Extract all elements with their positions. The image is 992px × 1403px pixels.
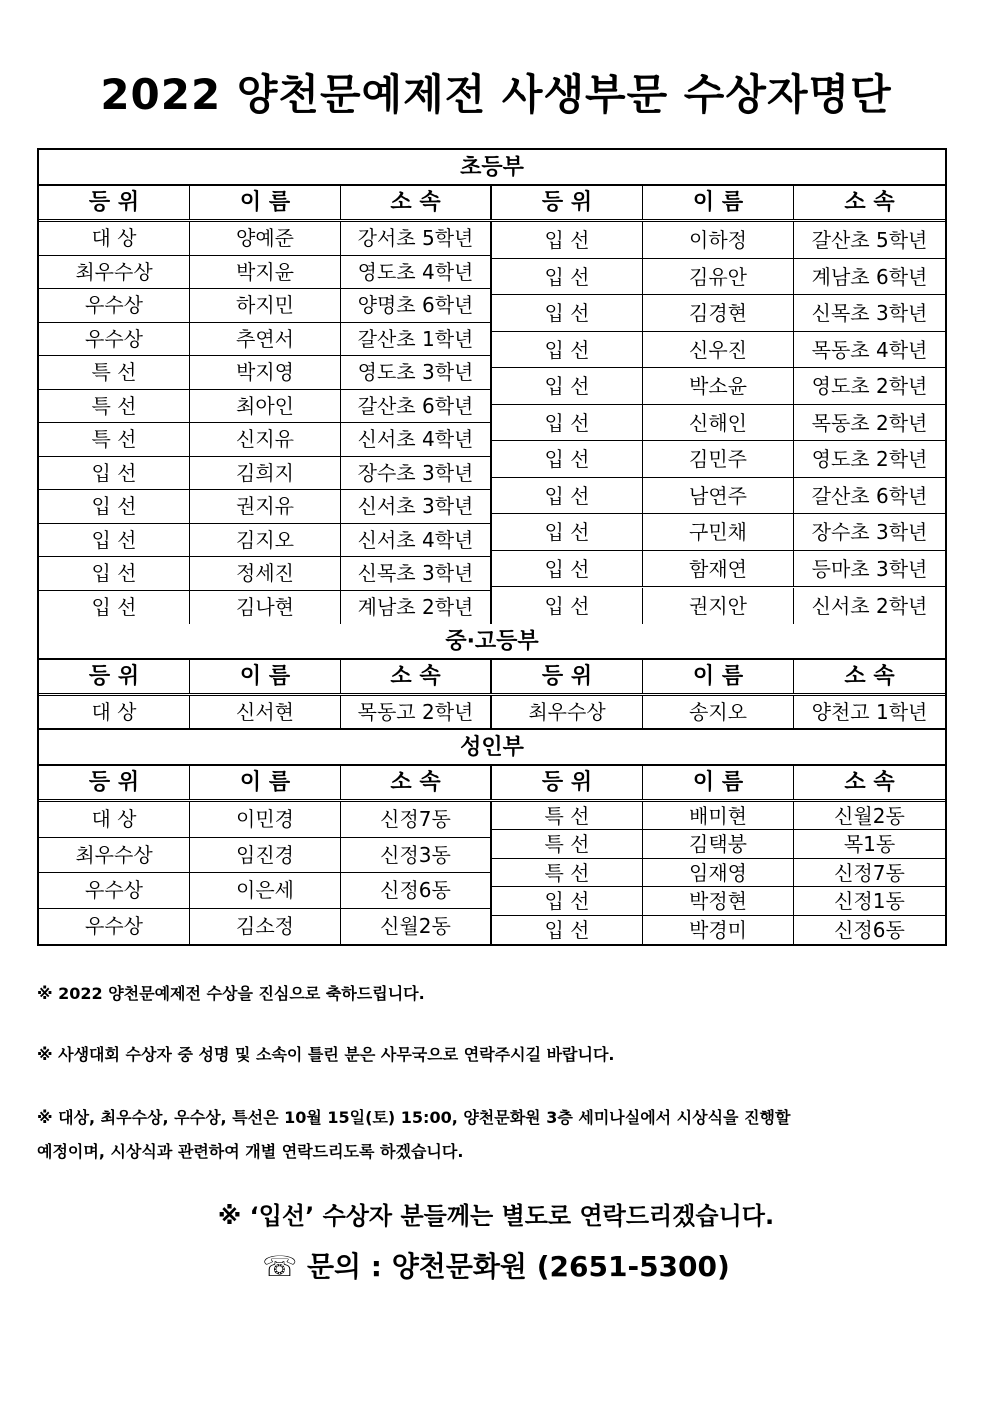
name-cell: 함재연 (643, 551, 794, 587)
rank-cell: 입 선 (492, 916, 643, 944)
table-row (39, 323, 492, 357)
rank-cell: 특 선 (39, 423, 190, 456)
table-row (492, 368, 945, 405)
name-cell: 박정현 (643, 887, 794, 914)
table-row (492, 551, 945, 588)
table-row (492, 830, 945, 858)
name-cell: 김민주 (643, 441, 794, 477)
header-cell: 등 위 (39, 186, 190, 219)
name-cell: 김지오 (190, 524, 341, 557)
rank-cell: 대 상 (39, 802, 190, 837)
rank-cell: 입 선 (39, 457, 190, 490)
name-cell: 김경현 (643, 295, 794, 331)
rank-cell: 특 선 (492, 830, 643, 857)
rank-cell: 입 선 (39, 524, 190, 557)
affiliation-cell: 영도초 3학년 (341, 356, 492, 389)
affiliation-cell: 강서초 5학년 (341, 222, 492, 255)
header-cell: 등 위 (39, 660, 190, 693)
rank-cell: 입 선 (492, 368, 643, 404)
name-cell: 임재영 (643, 859, 794, 886)
rank-cell: 입 선 (492, 332, 643, 368)
rank-cell: 입 선 (39, 490, 190, 523)
name-cell: 배미현 (643, 802, 794, 829)
name-cell: 신우진 (643, 332, 794, 368)
table-row (492, 295, 945, 332)
name-cell: 이하정 (643, 222, 794, 258)
affiliation-cell: 목1동 (843, 832, 896, 857)
name-cell: 박소윤 (643, 368, 794, 404)
affiliation-cell: 목동고 2학년 (341, 696, 492, 728)
affiliation-cell: 신목초 3학년 (811, 301, 928, 326)
header-cell: 등 위 (492, 660, 643, 693)
affiliation-cell: 신서초 4학년 (341, 524, 492, 557)
name-cell: 이은세 (190, 873, 341, 908)
header-cell: 등 위 (39, 766, 190, 799)
table-row (39, 356, 492, 390)
rank-cell: 최우수상 (492, 696, 643, 728)
table-row (492, 696, 945, 728)
affiliation-cell: 목동초 2학년 (811, 410, 928, 435)
section-title-adult: 성인부 (39, 730, 945, 766)
header-cell: 소 속 (844, 664, 895, 689)
rank-cell: 입 선 (39, 591, 190, 625)
rank-cell: 입 선 (492, 222, 643, 258)
name-cell: 이민경 (190, 802, 341, 837)
rank-cell: 특 선 (492, 859, 643, 886)
table-row (39, 873, 492, 909)
table-row (39, 222, 492, 256)
table-row (39, 524, 492, 558)
affiliation-cell: 갈산초 1학년 (341, 323, 492, 356)
header-row (39, 766, 945, 802)
table-row (492, 441, 945, 478)
affiliation-cell: 등마초 3학년 (811, 556, 928, 581)
rank-cell: 입 선 (492, 295, 643, 331)
affiliation-cell: 신정6동 (341, 873, 492, 908)
name-cell: 송지오 (643, 696, 794, 728)
ipseon-note: ※ ‘입선’ 수상자 분들께는 별도로 연락드리겠습니다. (217, 1202, 775, 1230)
rank-cell: 입 선 (39, 557, 190, 590)
name-cell: 권지유 (190, 490, 341, 523)
affiliation-cell: 신서초 3학년 (341, 490, 492, 523)
name-cell: 권지안 (643, 588, 794, 625)
name-cell: 신서현 (190, 696, 341, 728)
table-row (39, 490, 492, 524)
table-row (39, 696, 492, 728)
affiliation-cell: 신월2동 (341, 909, 492, 945)
table-row (492, 916, 945, 944)
table-row (39, 289, 492, 323)
rank-cell: 대 상 (39, 222, 190, 255)
affiliation-cell: 계남초 2학년 (341, 591, 492, 625)
affiliation-cell: 갈산초 5학년 (811, 228, 928, 252)
header-cell: 이 름 (643, 660, 794, 693)
table-row (39, 457, 492, 491)
header-cell: 이 름 (190, 660, 341, 693)
ceremony-note-line2: 예정이며, 시상식과 관련하여 개별 연락드리도록 하겠습니다. (37, 1142, 464, 1161)
name-cell: 박지윤 (190, 256, 341, 289)
rank-cell: 입 선 (492, 478, 643, 514)
table-row (39, 909, 492, 945)
table-row (492, 859, 945, 887)
rank-cell: 입 선 (492, 441, 643, 477)
affiliation-cell: 계남초 6학년 (811, 264, 928, 289)
name-cell: 정세진 (190, 557, 341, 590)
section-title-middle_high: 중·고등부 (39, 624, 945, 660)
table-row (39, 390, 492, 424)
table-row (492, 478, 945, 515)
ceremony-note-line1: ※ 대상, 최우수상, 우수상, 특선은 10월 15일(토) 15:00, 양천문화원 3층 세미나실에서 시상식을 진행할 (37, 1108, 791, 1127)
rank-cell: 입 선 (492, 405, 643, 441)
table-row (39, 802, 492, 838)
header-row (39, 660, 945, 696)
affiliation-cell: 양명초 6학년 (341, 289, 492, 322)
affiliation-cell: 신정3동 (341, 838, 492, 873)
adult-left-column (39, 802, 492, 944)
middle_high-right-column (492, 696, 945, 728)
affiliation-cell: 신목초 3학년 (341, 557, 492, 590)
header-cell: 소 속 (341, 660, 492, 693)
awards-table (37, 148, 947, 946)
rank-cell: 대 상 (39, 696, 190, 728)
table-row (39, 591, 492, 625)
affiliation-cell: 신정7동 (341, 802, 492, 837)
name-cell: 김유안 (643, 259, 794, 295)
rank-cell: 우수상 (39, 909, 190, 945)
name-cell: 김소정 (190, 909, 341, 945)
table-row (492, 887, 945, 915)
name-cell: 박경미 (643, 916, 794, 944)
table-row (39, 557, 492, 591)
affiliation-cell: 신서초 2학년 (811, 593, 928, 618)
header-row (39, 186, 945, 222)
rank-cell: 특 선 (39, 356, 190, 389)
rank-cell: 최우수상 (39, 838, 190, 873)
table-row (492, 332, 945, 369)
affiliation-cell: 신정6동 (834, 917, 905, 942)
header-cell: 이 름 (643, 766, 794, 799)
name-cell: 추연서 (190, 323, 341, 356)
rank-cell: 입 선 (492, 514, 643, 550)
table-row (492, 259, 945, 296)
name-cell: 구민채 (643, 514, 794, 550)
table-row (492, 802, 945, 830)
rank-cell: 우수상 (39, 873, 190, 908)
name-cell: 신해인 (643, 405, 794, 441)
name-cell: 임진경 (190, 838, 341, 873)
affiliation-cell: 신월2동 (834, 804, 905, 828)
affiliation-cell: 장수초 3학년 (811, 520, 928, 545)
contact-line (0, 1245, 992, 1285)
affiliation-cell: 갈산초 6학년 (811, 483, 928, 508)
name-cell: 최아인 (190, 390, 341, 423)
name-cell: 하지민 (190, 289, 341, 322)
header-cell: 이 름 (190, 186, 341, 219)
rank-cell: 특 선 (39, 390, 190, 423)
affiliation-cell: 영도초 4학년 (341, 256, 492, 289)
rank-cell: 입 선 (492, 551, 643, 587)
name-cell: 신지유 (190, 423, 341, 456)
name-cell: 김택붕 (643, 830, 794, 857)
header-cell: 이 름 (643, 186, 794, 219)
rank-cell: 최우수상 (39, 256, 190, 289)
affiliation-cell: 갈산초 6학년 (341, 390, 492, 423)
table-row (39, 256, 492, 290)
rank-cell: 우수상 (39, 323, 190, 356)
header-cell: 등 위 (492, 766, 643, 799)
affiliation-cell: 신정7동 (834, 860, 905, 885)
middle_high-left-column (39, 696, 492, 728)
rank-cell: 입 선 (492, 588, 643, 625)
affiliation-cell: 신정1동 (834, 889, 905, 914)
page-title: 2022 양천문예제전 사생부문 수상자명단 (100, 70, 892, 119)
rank-cell: 특 선 (492, 802, 643, 829)
name-cell: 양예준 (190, 222, 341, 255)
table-row (492, 514, 945, 551)
name-cell: 남연주 (643, 478, 794, 514)
table-row (492, 222, 945, 259)
affiliation-cell: 영도초 2학년 (811, 374, 928, 399)
header-cell: 이 름 (190, 766, 341, 799)
correction-note: ※ 사생대회 수상자 중 성명 및 소속이 틀린 분은 사무국으로 연락주시길 바랍니다. (37, 1045, 615, 1064)
section-title-elementary: 초등부 (39, 150, 945, 186)
affiliation-cell: 영도초 2학년 (811, 447, 928, 472)
table-row (39, 423, 492, 457)
phone-icon: ☏ (262, 1250, 298, 1283)
adult-right-column (492, 802, 945, 944)
affiliation-cell: 신서초 4학년 (341, 423, 492, 456)
congrats-note: ※ 2022 양천문예제전 수상을 진심으로 축하드립니다. (37, 984, 425, 1003)
affiliation-cell: 장수초 3학년 (341, 457, 492, 490)
elementary-right-column (492, 222, 945, 624)
affiliation-cell: 양천고 1학년 (811, 700, 928, 724)
elementary-left-column (39, 222, 492, 624)
contact-text: 문의 : 양천문화원 (2651-5300) (306, 1250, 730, 1283)
header-cell: 소 속 (844, 770, 895, 795)
name-cell: 김나현 (190, 591, 341, 625)
table-row (492, 588, 945, 625)
rank-cell: 입 선 (492, 887, 643, 914)
table-row (39, 838, 492, 874)
rank-cell: 우수상 (39, 289, 190, 322)
affiliation-cell: 목동초 4학년 (811, 337, 928, 362)
name-cell: 김희지 (190, 457, 341, 490)
name-cell: 박지영 (190, 356, 341, 389)
table-row (492, 405, 945, 442)
header-cell: 소 속 (341, 766, 492, 799)
header-cell: 등 위 (492, 186, 643, 219)
rank-cell: 입 선 (492, 259, 643, 295)
header-cell: 소 속 (844, 190, 895, 215)
header-cell: 소 속 (341, 186, 492, 219)
